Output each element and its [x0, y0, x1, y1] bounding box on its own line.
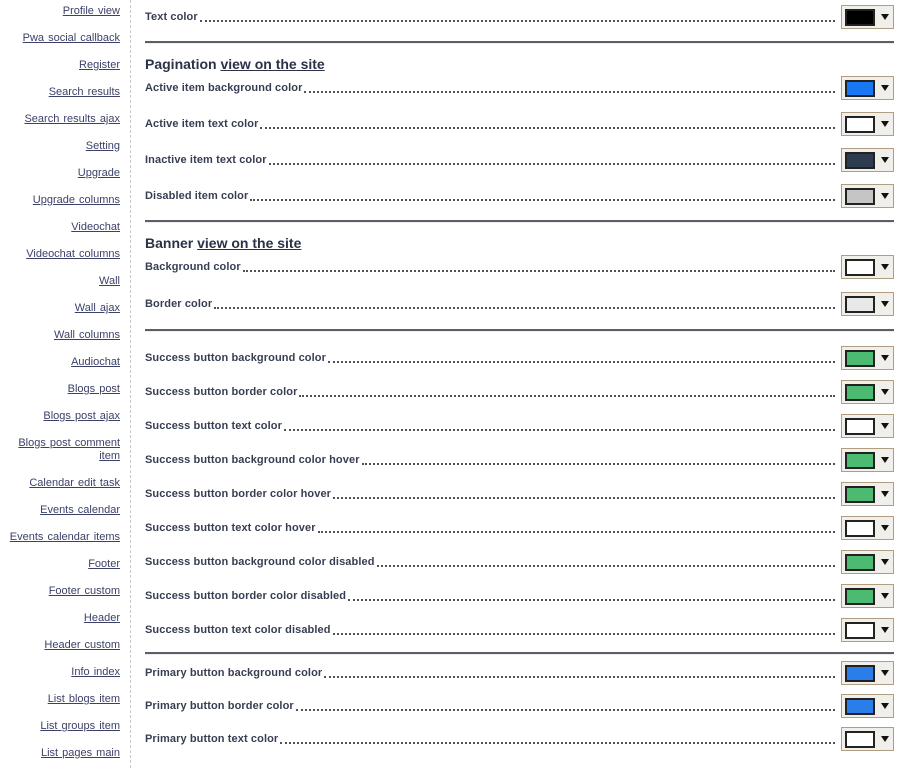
sidebar-item-search-results-ajax[interactable]: Search results ajax: [24, 113, 120, 125]
dotted-leader: [362, 463, 835, 465]
color-swatch: [845, 486, 875, 503]
sidebar-item-blogs-post-comment-item[interactable]: Blogs post comment item: [18, 437, 120, 462]
color-swatch: [845, 731, 875, 748]
sidebar-item-info-index[interactable]: Info index: [71, 666, 120, 678]
dotted-leader: [299, 395, 835, 397]
dotted-leader: [280, 742, 835, 744]
sidebar-item-list-pages-main[interactable]: List pages main: [40, 747, 120, 759]
color-setting-row: [145, 76, 894, 100]
color-setting-row: [145, 550, 894, 574]
color-swatch: [845, 350, 875, 367]
dotted-leader: [243, 270, 835, 272]
dropdown-arrow-icon: [881, 85, 889, 91]
sidebar-item-videochat[interactable]: Videochat: [71, 221, 120, 233]
color-swatch: [845, 418, 875, 435]
color-swatch: [845, 384, 875, 401]
color-swatch: [845, 152, 875, 169]
color-picker[interactable]: [841, 516, 894, 540]
color-setting-row: [145, 346, 894, 370]
setting-label: Success button background color hover: [145, 454, 360, 466]
color-swatch: [845, 188, 875, 205]
sidebar-item-list-groups-item[interactable]: List groups item: [40, 720, 120, 732]
color-picker[interactable]: [841, 448, 894, 472]
setting-label: Success button border color disabled: [145, 590, 347, 602]
setting-label: Success button text color disabled: [145, 624, 331, 636]
sidebar-item-blogs-post-ajax[interactable]: Blogs post ajax: [43, 410, 120, 422]
dropdown-arrow-icon: [881, 157, 889, 163]
dropdown-arrow-icon: [881, 525, 889, 531]
sidebar-item-profile-view[interactable]: Profile view: [62, 5, 120, 17]
dotted-leader: [200, 20, 835, 22]
dropdown-arrow-icon: [881, 14, 889, 20]
color-setting-row: [145, 448, 894, 472]
color-picker[interactable]: [841, 76, 894, 100]
color-setting-row: [145, 380, 894, 404]
sidebar-item-header-custom[interactable]: Header custom: [44, 639, 120, 651]
color-picker[interactable]: [841, 550, 894, 574]
color-swatch: [845, 698, 875, 715]
sidebar-item-upgrade-columns[interactable]: Upgrade columns: [32, 194, 120, 206]
sidebar-item-blogs-post[interactable]: Blogs post: [67, 383, 120, 395]
color-setting-row: [145, 618, 894, 642]
color-setting-row: [145, 482, 894, 506]
dropdown-arrow-icon: [881, 264, 889, 270]
setting-label: Primary button text color: [145, 733, 279, 745]
dotted-leader: [333, 633, 835, 635]
settings-panel: [131, 0, 899, 768]
setting-label: Success button background color: [145, 352, 326, 364]
setting-label: Active item text color: [145, 118, 259, 130]
color-picker[interactable]: [841, 380, 894, 404]
section-heading: [145, 56, 894, 72]
color-swatch: [845, 520, 875, 537]
settings-section: [145, 56, 894, 208]
dropdown-arrow-icon: [881, 491, 889, 497]
view-on-site-link[interactable]: view on the site: [220, 56, 325, 72]
setting-label: Success button text color hover: [145, 522, 316, 534]
dotted-leader: [348, 599, 835, 601]
color-setting-row: [145, 694, 894, 718]
color-picker[interactable]: [841, 184, 894, 208]
color-setting-row: [145, 5, 894, 29]
color-picker[interactable]: [841, 5, 894, 29]
sidebar-item-footer[interactable]: Footer: [88, 558, 120, 570]
sidebar-item-search-results[interactable]: Search results: [48, 86, 120, 98]
color-picker[interactable]: [841, 255, 894, 279]
color-swatch: [845, 665, 875, 682]
color-swatch: [845, 116, 875, 133]
dropdown-arrow-icon: [881, 736, 889, 742]
color-picker[interactable]: [841, 346, 894, 370]
sidebar-item-upgrade[interactable]: Upgrade: [77, 167, 120, 179]
setting-label: Background color: [145, 261, 241, 273]
section-divider: [145, 220, 894, 223]
color-setting-row: [145, 516, 894, 540]
sidebar-item-pwa-social-callback[interactable]: Pwa social callback: [22, 32, 120, 44]
dropdown-arrow-icon: [881, 355, 889, 361]
settings-section: [145, 655, 894, 751]
color-setting-row: [145, 148, 894, 172]
sidebar-item-wall-columns[interactable]: Wall columns: [54, 329, 120, 341]
sidebar-item-footer-custom[interactable]: Footer custom: [48, 585, 120, 597]
color-picker[interactable]: [841, 618, 894, 642]
section-title: Banner: [145, 235, 194, 251]
sidebar: [0, 0, 131, 768]
color-setting-row: [145, 184, 894, 208]
setting-label: Border color: [145, 298, 213, 310]
setting-label: Success button text color: [145, 420, 282, 432]
dropdown-arrow-icon: [881, 121, 889, 127]
color-swatch: [845, 452, 875, 469]
color-setting-row: [145, 727, 894, 751]
view-on-site-link[interactable]: view on the site: [197, 235, 302, 251]
sidebar-item-setting[interactable]: Setting: [85, 140, 120, 152]
color-setting-row: [145, 255, 894, 279]
setting-label: Success button border color: [145, 386, 298, 398]
dropdown-arrow-icon: [881, 423, 889, 429]
color-swatch: [845, 80, 875, 97]
sidebar-item-audiochat[interactable]: Audiochat: [71, 356, 120, 368]
sidebar-item-videochat-columns[interactable]: Videochat columns: [26, 248, 120, 260]
color-picker[interactable]: [841, 694, 894, 718]
sidebar-item-header[interactable]: Header: [83, 612, 120, 624]
sidebar-item-wall[interactable]: Wall: [99, 275, 120, 287]
settings-section: [145, 332, 894, 642]
dotted-leader: [269, 163, 835, 165]
section-heading: [145, 235, 894, 251]
dotted-leader: [250, 199, 835, 201]
color-picker[interactable]: [841, 584, 894, 608]
color-swatch: [845, 296, 875, 313]
dotted-leader: [324, 676, 835, 678]
color-setting-row: [145, 414, 894, 438]
color-swatch: [845, 259, 875, 276]
dropdown-arrow-icon: [881, 593, 889, 599]
dropdown-arrow-icon: [881, 559, 889, 565]
dropdown-arrow-icon: [881, 389, 889, 395]
setting-label: Disabled item color: [145, 190, 249, 202]
color-setting-row: [145, 584, 894, 608]
color-swatch: [845, 588, 875, 605]
settings-section: [145, 235, 894, 316]
section-title: Pagination: [145, 56, 217, 72]
sidebar-item-list-blogs-item[interactable]: List blogs item: [47, 693, 120, 705]
dotted-leader: [333, 497, 835, 499]
color-picker[interactable]: [841, 112, 894, 136]
color-picker[interactable]: [841, 414, 894, 438]
color-picker[interactable]: [841, 148, 894, 172]
color-picker[interactable]: [841, 482, 894, 506]
color-swatch: [845, 9, 875, 26]
setting-label: Success button border color hover: [145, 488, 332, 500]
dotted-leader: [377, 565, 835, 567]
setting-label: Primary button background color: [145, 667, 323, 679]
color-picker[interactable]: [841, 727, 894, 751]
color-setting-row: [145, 292, 894, 316]
dotted-leader: [214, 307, 835, 309]
color-picker[interactable]: [841, 292, 894, 316]
dropdown-arrow-icon: [881, 670, 889, 676]
color-swatch: [845, 622, 875, 639]
dotted-leader: [318, 531, 835, 533]
sidebar-item-events-calendar[interactable]: Events calendar: [40, 504, 120, 516]
setting-label: Active item background color: [145, 82, 303, 94]
color-picker[interactable]: [841, 661, 894, 685]
dropdown-arrow-icon: [881, 457, 889, 463]
dotted-leader: [304, 91, 835, 93]
dropdown-arrow-icon: [881, 703, 889, 709]
settings-section: [145, 0, 894, 29]
dropdown-arrow-icon: [881, 627, 889, 633]
setting-label: Primary button border color: [145, 700, 294, 712]
color-swatch: [845, 554, 875, 571]
section-divider: [145, 41, 894, 44]
setting-label: Inactive item text color: [145, 154, 267, 166]
sidebar-item-events-calendar-items[interactable]: Events calendar items: [9, 531, 120, 543]
sidebar-item-register[interactable]: Register: [79, 59, 120, 71]
setting-label: Success button background color disabled: [145, 556, 375, 568]
setting-label: Text color: [145, 11, 198, 23]
dotted-leader: [296, 709, 835, 711]
dotted-leader: [328, 361, 835, 363]
color-setting-row: [145, 112, 894, 136]
dropdown-arrow-icon: [881, 193, 889, 199]
dotted-leader: [284, 429, 835, 431]
dotted-leader: [260, 127, 835, 129]
sidebar-item-calendar-edit-task[interactable]: Calendar edit task: [29, 477, 120, 489]
sidebar-item-wall-ajax[interactable]: Wall ajax: [74, 302, 120, 314]
color-setting-row: [145, 661, 894, 685]
dropdown-arrow-icon: [881, 301, 889, 307]
